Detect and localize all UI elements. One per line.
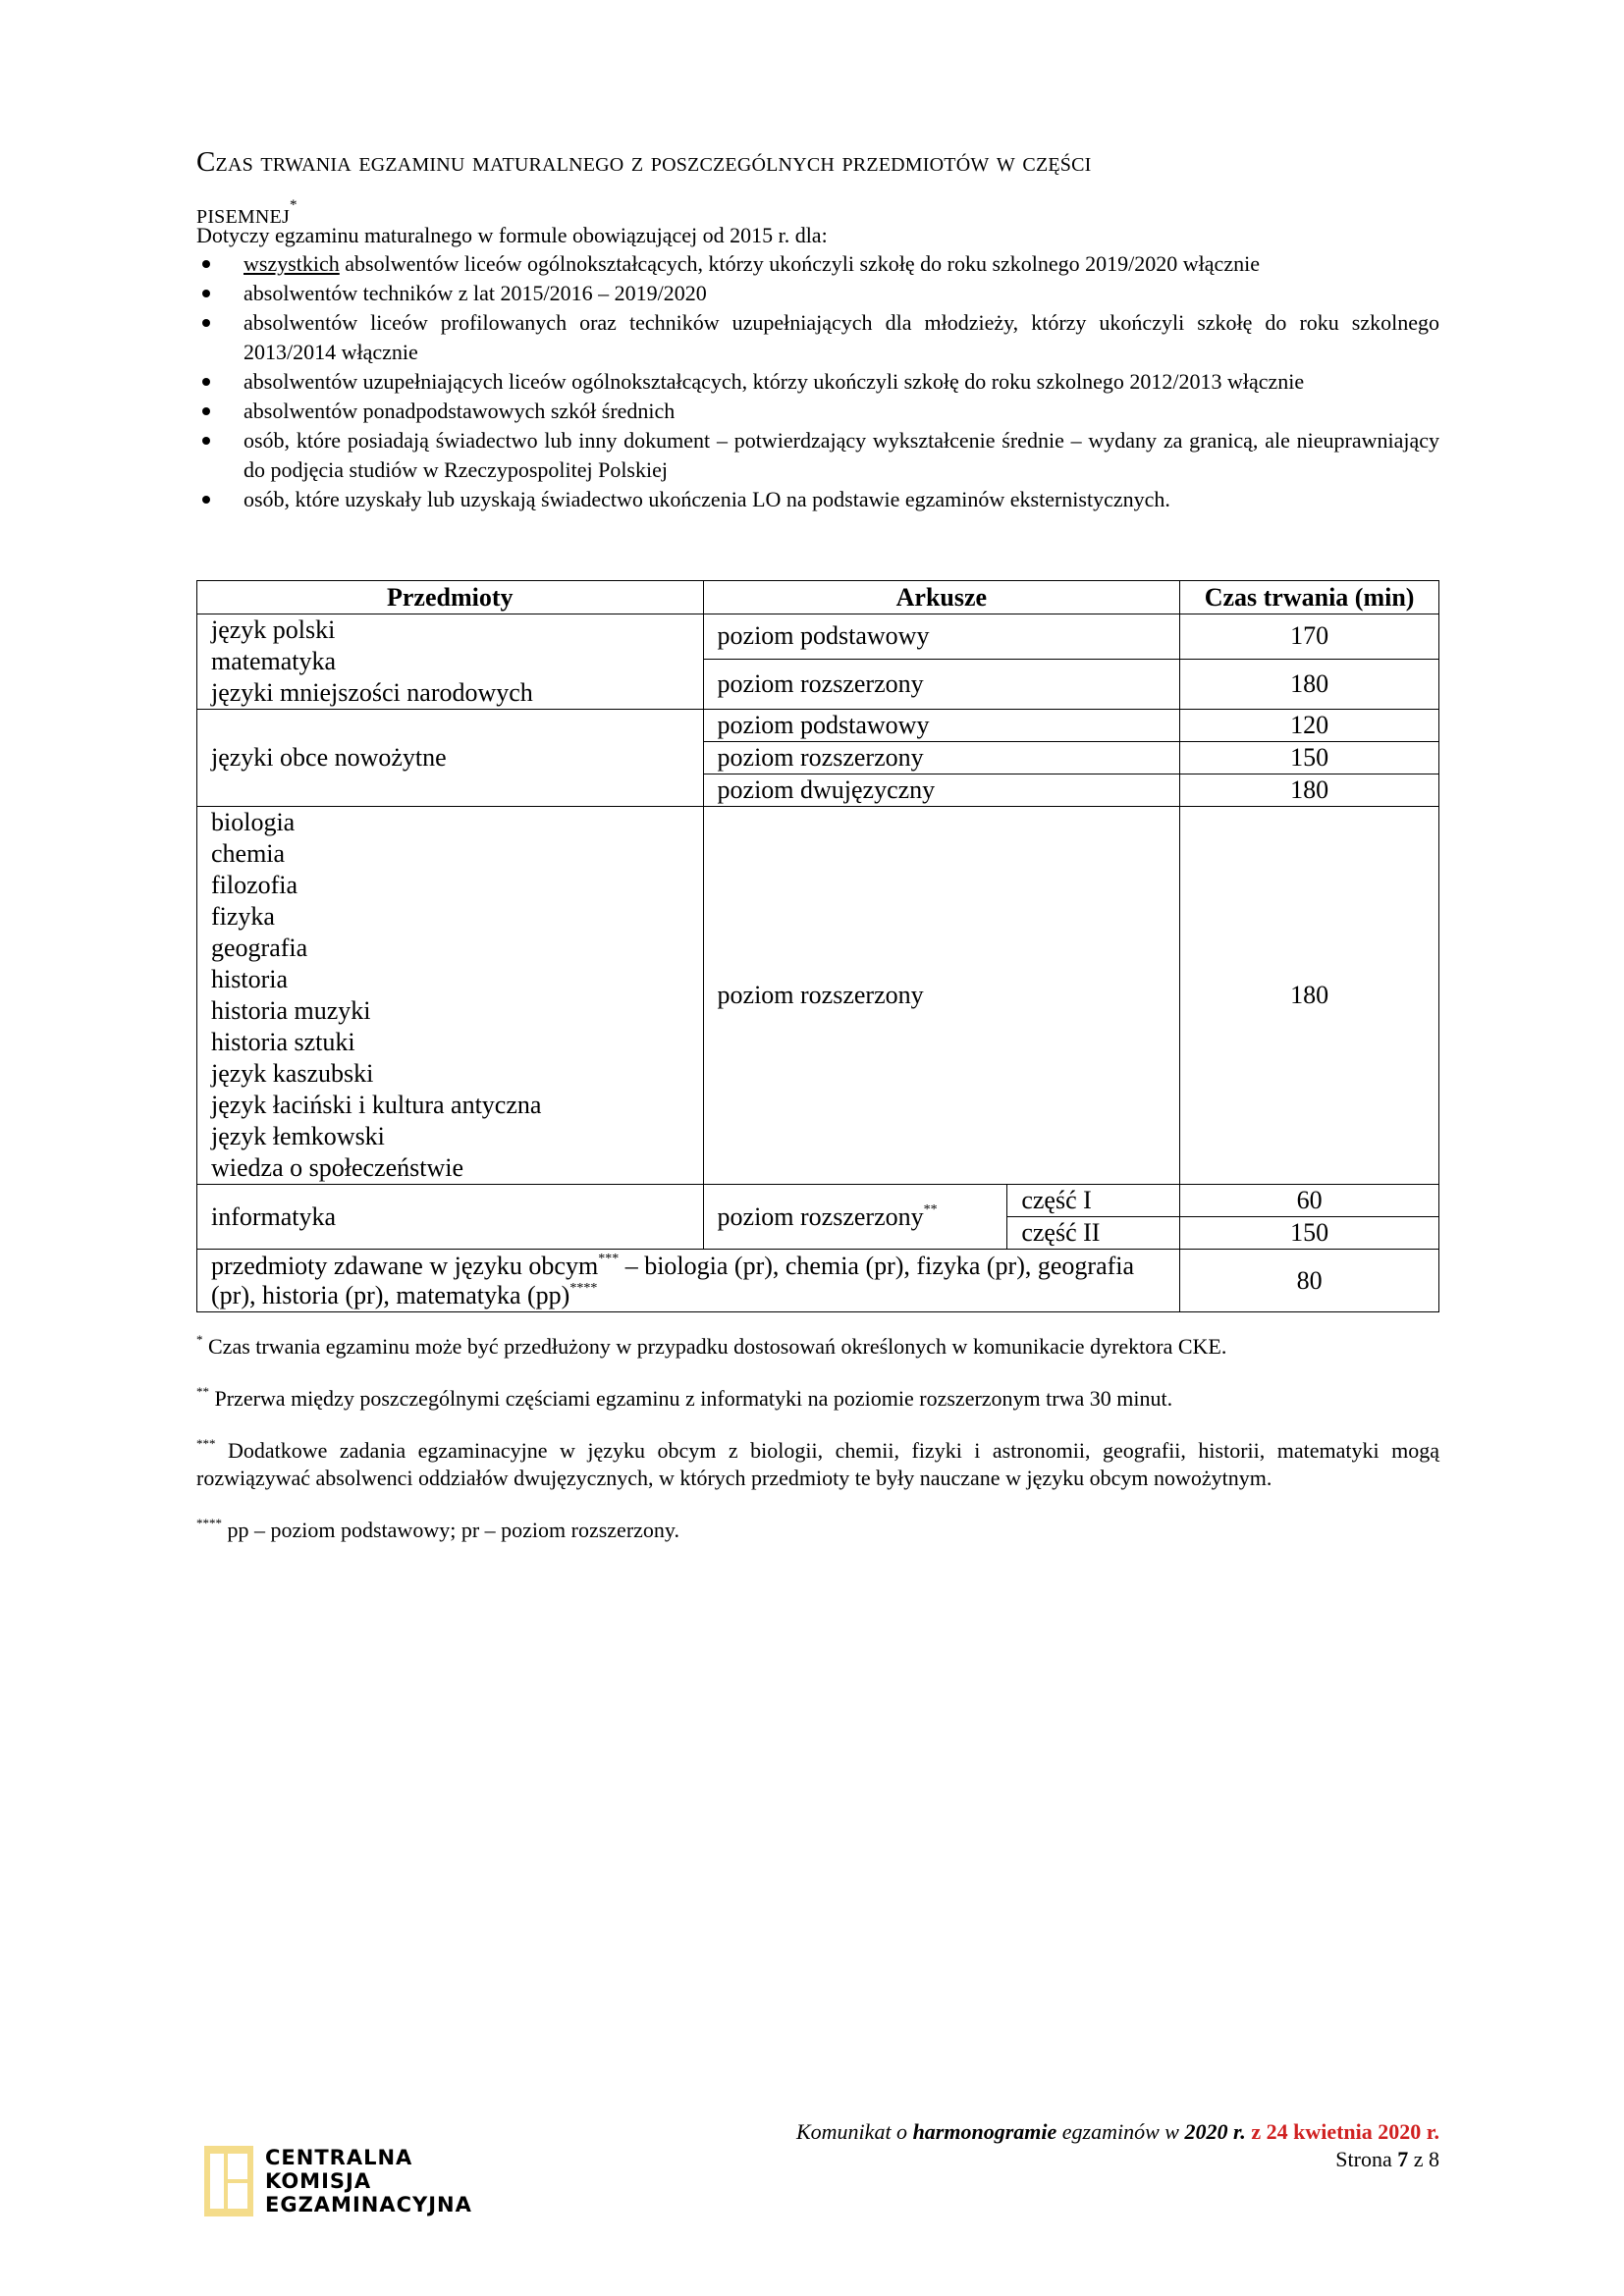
footer-title: Komunikat o harmonogramie egzaminów w 2020 r. z 24 kwietnia 2020 r. bbox=[796, 2119, 1439, 2144]
cke-logo bbox=[204, 2146, 472, 2216]
bullet-icon bbox=[202, 496, 210, 504]
duration-cell: 150 bbox=[1180, 742, 1439, 774]
page-footer bbox=[796, 2118, 1439, 2173]
footnote: **** pp – poziom podstawowy; pr – poziom rozszerzony. bbox=[196, 1516, 679, 1542]
title-footnote-marker: * bbox=[289, 197, 298, 213]
duration-cell: 60 bbox=[1180, 1185, 1439, 1217]
duration-cell: 150 bbox=[1180, 1217, 1439, 1250]
subjects-cell: języki obce nowożytne bbox=[197, 710, 704, 807]
table-row bbox=[197, 614, 1439, 660]
subjects-cell: język polski matematyka języki mniejszości narodowych bbox=[197, 614, 704, 710]
list-item: absolwentów liceów profilowanych oraz techników uzupełniających dla młodzieży, którzy ukończyli szkołę do roku szkolnego 2013/2014 włącznie bbox=[196, 308, 1439, 367]
duration-cell: 180 bbox=[1180, 774, 1439, 807]
exam-duration-table bbox=[196, 580, 1439, 1312]
title-line-2: pisemnej bbox=[196, 198, 290, 230]
bullet-icon bbox=[202, 260, 210, 268]
bullet-icon bbox=[202, 290, 210, 297]
bullet-icon bbox=[202, 407, 210, 415]
duration-cell: 180 bbox=[1180, 659, 1439, 709]
list-item: absolwentów techników z lat 2015/2016 – 2019/2020 bbox=[196, 279, 1439, 308]
footnotes bbox=[196, 1333, 1439, 1569]
table-row bbox=[197, 807, 1439, 1185]
level-cell: poziom podstawowy bbox=[703, 614, 1180, 660]
list-item: osób, które uzyskały lub uzyskają świadectwo ukończenia LO na podstawie egzaminów eksternistycznych. bbox=[196, 485, 1439, 514]
part-cell: część II bbox=[1007, 1217, 1180, 1250]
table-row bbox=[197, 1185, 1439, 1217]
list-item: absolwentów ponadpodstawowych szkół średnich bbox=[196, 397, 1439, 426]
footnote-marker: **** bbox=[569, 1280, 598, 1296]
list-item: osób, które posiadają świadectwo lub inny dokument – potwierdzający wykształcenie średnie – wydany za granicą, ale nieuprawniający do podjęcia studiów w Rzeczypospolitej Polskiej bbox=[196, 426, 1439, 485]
header-sheets: Arkusze bbox=[703, 581, 1180, 614]
logo-icon bbox=[204, 2146, 253, 2216]
list-item: wszystkich absolwentów liceów ogólnokształcących, którzy ukończyli szkołę do roku szkolnego 2019/2020 włącznie bbox=[196, 249, 1439, 279]
footnote: *** Dodatkowe zadania egzaminacyjne w języku obcym z biologii, chemii, fizyki i astronomii, geografii, historii, matematyki mogą rozwiązywać absolwenci oddziałów dwujęzycznych, w których przedmioty te były nauczane w języku obcym nowożytnym. bbox=[196, 1436, 1439, 1490]
logo-text: CENTRALNA KOMISJA EGZAMINACYJNA bbox=[265, 2146, 472, 2216]
level-cell: poziom rozszerzony bbox=[703, 807, 1180, 1185]
duration-cell: 80 bbox=[1180, 1250, 1439, 1312]
page-number: Strona 7 z 8 bbox=[1335, 2147, 1439, 2171]
duration-cell: 170 bbox=[1180, 614, 1439, 660]
title-line-1: Czas trwania egzaminu maturalnego z poszczególnych przedmiotów w części bbox=[196, 146, 1092, 178]
subjects-cell: przedmioty zdawane w języku obcym*** – biologia (pr), chemia (pr), fizyka (pr), geografia (pr), historia (pr), matematyka (pp)**** bbox=[197, 1250, 1180, 1312]
table-row bbox=[197, 1250, 1439, 1312]
part-cell: część I bbox=[1007, 1185, 1180, 1217]
level-cell: poziom rozszerzony** bbox=[703, 1185, 1007, 1250]
bullet-icon bbox=[202, 378, 210, 386]
eligibility-list bbox=[196, 249, 1439, 514]
footnote: ** Przerwa między poszczególnymi częściami egzaminu z informatyki na poziomie rozszerzonym trwa 30 minut. bbox=[196, 1384, 1173, 1411]
header-duration: Czas trwania (min) bbox=[1180, 581, 1439, 614]
list-item: absolwentów uzupełniających liceów ogólnokształcących, którzy ukończyli szkołę do roku szkolnego 2012/2013 włącznie bbox=[196, 367, 1439, 397]
intro-text: Dotyczy egzaminu maturalnego w formule obowiązującej od 2015 r. dla: bbox=[196, 223, 828, 247]
footnote-marker: ** bbox=[923, 1201, 938, 1217]
level-cell: poziom dwujęzyczny bbox=[703, 774, 1180, 807]
footnote-marker: *** bbox=[598, 1251, 620, 1266]
table-row bbox=[197, 710, 1439, 742]
duration-cell: 180 bbox=[1180, 807, 1439, 1185]
bullet-icon bbox=[202, 437, 210, 445]
footnote: * Czas trwania egzaminu może być przedłużony w przypadku dostosowań określonych w komunikacie dyrektora CKE. bbox=[196, 1332, 1227, 1359]
level-cell: poziom rozszerzony bbox=[703, 659, 1180, 709]
header-subjects: Przedmioty bbox=[197, 581, 704, 614]
level-cell: poziom rozszerzony bbox=[703, 742, 1180, 774]
level-cell: poziom podstawowy bbox=[703, 710, 1180, 742]
bullet-icon bbox=[202, 319, 210, 327]
table-header-row bbox=[197, 581, 1439, 614]
subjects-cell: biologia chemia filozofia fizyka geografia historia historia muzyki historia sztuki język kaszubski język łaciński i kultura antyczna język łemkowski wiedza o społeczeństwie bbox=[197, 807, 704, 1185]
subjects-cell: informatyka bbox=[197, 1185, 704, 1250]
duration-cell: 120 bbox=[1180, 710, 1439, 742]
